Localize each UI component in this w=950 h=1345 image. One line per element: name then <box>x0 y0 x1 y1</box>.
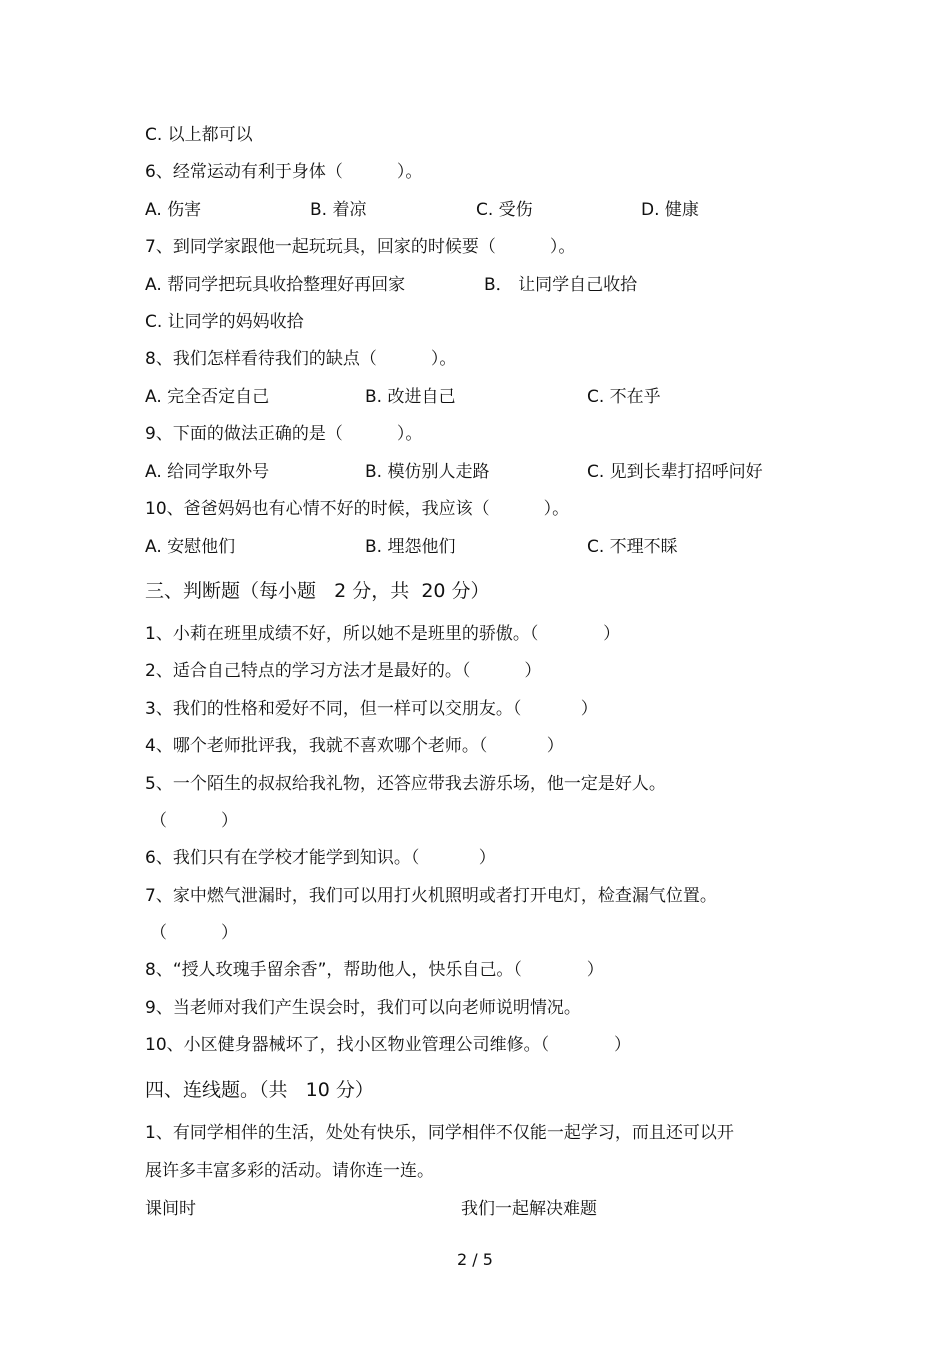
page-number: 2 / 5 <box>457 1250 493 1269</box>
judge-item-4: 4、哪个老师批评我，我就不喜欢哪个老师。（ ） <box>145 736 564 756</box>
judge-item-5-blank: （ ） <box>150 811 239 831</box>
q9-option-a: A. 给同学取外号 <box>145 462 270 482</box>
q10-option-c: C. 不理不睬 <box>587 537 678 557</box>
q8-option-a: A. 完全否定自己 <box>145 387 270 407</box>
q6-option-d: D. 健康 <box>641 200 699 220</box>
judge-item-1: 1、小莉在班里成绩不好，所以她不是班里的骄傲。（ ） <box>145 624 621 644</box>
q7-option-b: B． 让同学自己收拾 <box>484 275 638 295</box>
match-question-1-line-1: 1、有同学相伴的生活，处处有快乐，同学相伴不仅能一起学习，而且还可以开 <box>145 1123 734 1143</box>
question-8: 8、我们怎样看待我们的缺点（ ）。 <box>145 349 457 369</box>
question-7: 7、到同学家跟他一起玩玩具，回家的时候要（ ）。 <box>145 237 576 257</box>
q8-option-b: B. 改进自己 <box>365 387 456 407</box>
q7-option-c: C. 让同学的妈妈收拾 <box>145 312 304 332</box>
judge-item-3: 3、我们的性格和爱好不同，但一样可以交朋友。（ ） <box>145 699 598 719</box>
q6-option-a: A. 伤害 <box>145 200 202 220</box>
question-9: 9、下面的做法正确的是（ ）。 <box>145 424 423 444</box>
judge-item-10: 10、小区健身器械坏了，找小区物业管理公司维修。（ ） <box>145 1035 631 1055</box>
q7-option-a: A. 帮同学把玩具收拾整理好再回家 <box>145 275 406 295</box>
q6-option-c: C. 受伤 <box>476 200 533 220</box>
question-6: 6、经常运动有利于身体（ ）。 <box>145 162 423 182</box>
q10-option-a: A. 安慰他们 <box>145 537 236 557</box>
q9-option-c: C. 见到长辈打招呼问好 <box>587 462 763 482</box>
q6-option-b: B. 着凉 <box>310 200 367 220</box>
judge-item-9: 9、当老师对我们产生误会时，我们可以向老师说明情况。 <box>145 998 581 1018</box>
match-right-item: 我们一起解决难题 <box>461 1199 597 1219</box>
judge-item-7-blank: （ ） <box>150 923 239 943</box>
question-10: 10、爸爸妈妈也有心情不好的时候，我应该（ ）。 <box>145 499 570 519</box>
judge-item-2: 2、适合自己特点的学习方法才是最好的。（ ） <box>145 661 542 681</box>
q8-option-c: C. 不在乎 <box>587 387 661 407</box>
section-4-title: 四、连线题。（共 10 分） <box>145 1079 374 1101</box>
q9-option-b: B. 模仿别人走路 <box>365 462 490 482</box>
match-question-1-line-2: 展许多丰富多彩的活动。请你连一连。 <box>145 1161 434 1181</box>
judge-item-5: 5、一个陌生的叔叔给我礼物，还答应带我去游乐场，他一定是好人。 <box>145 774 666 794</box>
section-3-title: 三、判断题（每小题 2 分，共 20 分） <box>145 580 490 602</box>
judge-item-6: 6、我们只有在学校才能学到知识。（ ） <box>145 848 496 868</box>
q10-option-b: B. 埋怨他们 <box>365 537 456 557</box>
judge-item-8: 8、“授人玫瑰手留余香”，帮助他人，快乐自己。（ ） <box>145 960 604 980</box>
match-left-item: 课间时 <box>145 1199 196 1219</box>
q5-option-c: C. 以上都可以 <box>145 125 253 145</box>
judge-item-7: 7、家中燃气泄漏时，我们可以用打火机照明或者打开电灯，检查漏气位置。 <box>145 886 717 906</box>
